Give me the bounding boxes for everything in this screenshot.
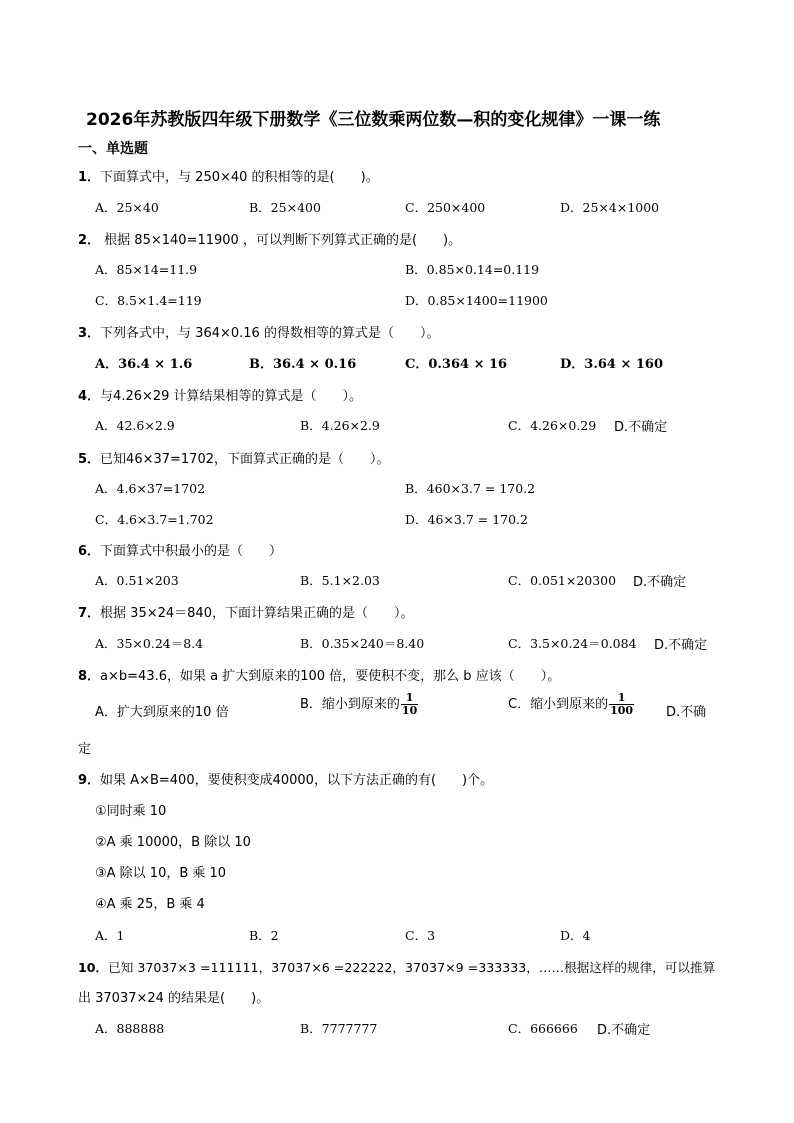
option-d-wrap: 定 bbox=[78, 742, 92, 757]
option-b-text: B．缩小到原来的 bbox=[300, 697, 400, 712]
question-4 bbox=[78, 385, 362, 404]
option-a: A．888888 bbox=[95, 1021, 165, 1036]
option-c: C．3.5×0.24＝0.084 bbox=[508, 636, 637, 651]
option-a: A．36.4 × 1.6 bbox=[95, 357, 193, 372]
fraction-denominator: 100 bbox=[610, 704, 634, 717]
option-c: C．0.364 × 16 bbox=[405, 357, 508, 372]
option-d: D.不确 bbox=[666, 705, 707, 720]
option-b: B．4.26×2.9 bbox=[300, 418, 380, 433]
question-number: 8． bbox=[78, 669, 101, 684]
question-number: 9． bbox=[78, 773, 101, 788]
option-c-text: C．缩小到原来的 bbox=[508, 697, 609, 712]
question-text: 下面算式中积最小的是（ ） bbox=[100, 544, 283, 559]
page-title: 2026年苏教版四年级下册数学《三位数乘两位数—积的变化规律》一课一练 bbox=[86, 110, 661, 130]
option-b: B．0.35×240＝8.40 bbox=[300, 636, 425, 651]
question-10-continued: 出 37037×24 的结果是( )。 bbox=[78, 991, 270, 1006]
option-c: C．4.26×0.29 bbox=[508, 418, 597, 433]
option-a: A．扩大到原来的10 倍 bbox=[95, 705, 229, 720]
option-b: B．0.85×0.14=0.119 bbox=[405, 262, 540, 277]
option-d: D．25×4×1000 bbox=[560, 200, 660, 215]
option-c: C．8.5×1.4=119 bbox=[95, 293, 202, 308]
option-b: B．7777777 bbox=[300, 1021, 378, 1036]
question-text: 根据 35×24＝840，下面计算结果正确的是（ ）。 bbox=[100, 606, 414, 621]
question-text: a×b=43.6，如果 a 扩大到原来的100 倍，要使积不变，那么 b 应该（ ）。 bbox=[100, 669, 561, 684]
option-a: A．42.6×2.9 bbox=[95, 418, 175, 433]
question-6 bbox=[78, 540, 282, 559]
section-heading: 一、单选题 bbox=[78, 141, 148, 157]
option-d: D．3.64 × 160 bbox=[560, 357, 664, 372]
question-text: 下列各式中，与 364×0.16 的得数相等的算式是（ ）。 bbox=[100, 326, 440, 341]
question-9 bbox=[78, 769, 493, 788]
question-1 bbox=[78, 166, 379, 185]
question-number: 10． bbox=[78, 960, 109, 975]
question-3 bbox=[78, 322, 439, 341]
question-2 bbox=[78, 229, 461, 248]
option-c: C．3 bbox=[405, 928, 436, 943]
question-text: 已知 37037×3 =111111，37037×6 =222222，37037×9 =333333，……根据这样的规律，可以推算 bbox=[108, 960, 716, 975]
option-b: B．5.1×2.03 bbox=[300, 573, 380, 588]
option-a: A．1 bbox=[95, 928, 125, 943]
method-item-3: ③A 除以 10，B 乘 10 bbox=[95, 866, 227, 881]
option-d: D．46×3.7 = 170.2 bbox=[405, 512, 528, 527]
option-a: A．85×14=11.9 bbox=[95, 262, 198, 277]
fraction-numerator: 1 bbox=[401, 692, 418, 705]
option-d: D.不确定 bbox=[614, 420, 668, 435]
fraction bbox=[609, 692, 634, 717]
option-b: B．2 bbox=[249, 928, 279, 943]
option-c: C．0.051×20300 bbox=[508, 573, 617, 588]
question-text: 如果 A×B=400，要使积变成40000，以下方法正确的有( )个。 bbox=[100, 773, 494, 788]
question-number: 7． bbox=[78, 606, 101, 621]
option-d: D.不确定 bbox=[597, 1023, 651, 1038]
option-d: D．4 bbox=[560, 928, 591, 943]
question-text: 已知46×37=1702，下面算式正确的是（ ）。 bbox=[100, 452, 390, 467]
option-b: B．460×3.7 = 170.2 bbox=[405, 481, 536, 496]
question-text: 根据 85×140=11900 ，可以判断下列算式正确的是( )。 bbox=[100, 233, 462, 248]
option-d: D.不确定 bbox=[654, 638, 708, 653]
option-b bbox=[300, 692, 418, 717]
option-a: A．4.6×37=1702 bbox=[95, 481, 206, 496]
fraction-numerator: 1 bbox=[609, 692, 634, 705]
option-d: D．0.85×1400=11900 bbox=[405, 293, 548, 308]
option-b: B．36.4 × 0.16 bbox=[249, 357, 357, 372]
option-a: A．25×40 bbox=[95, 200, 159, 215]
question-number: 1． bbox=[78, 170, 101, 185]
option-c: C．250×400 bbox=[405, 200, 486, 215]
question-number: 3． bbox=[78, 326, 101, 341]
question-8 bbox=[78, 665, 560, 684]
question-number: 2． bbox=[78, 233, 101, 248]
question-7 bbox=[78, 602, 413, 621]
option-c: C．666666 bbox=[508, 1021, 578, 1036]
option-c bbox=[508, 692, 634, 717]
option-a: A．35×0.24＝8.4 bbox=[95, 636, 204, 651]
question-10 bbox=[78, 957, 715, 976]
fraction bbox=[401, 692, 418, 717]
option-b: B．25×400 bbox=[249, 200, 321, 215]
option-a: A．0.51×203 bbox=[95, 573, 179, 588]
method-item-1: ①同时乘 10 bbox=[95, 804, 167, 819]
question-number: 6． bbox=[78, 544, 101, 559]
fraction-denominator: 10 bbox=[401, 704, 418, 717]
option-d: D.不确定 bbox=[633, 575, 687, 590]
method-item-4: ④A 乘 25，B 乘 4 bbox=[95, 897, 205, 912]
question-number: 5． bbox=[78, 452, 101, 467]
question-text: 下面算式中，与 250×40 的积相等的是( )。 bbox=[100, 170, 379, 185]
question-number: 4． bbox=[78, 389, 101, 404]
question-5 bbox=[78, 448, 390, 467]
question-text: 与4.26×29 计算结果相等的算式是（ ）。 bbox=[100, 389, 363, 404]
option-c: C．4.6×3.7=1.702 bbox=[95, 512, 214, 527]
method-item-2: ②A 乘 10000，B 除以 10 bbox=[95, 835, 251, 850]
